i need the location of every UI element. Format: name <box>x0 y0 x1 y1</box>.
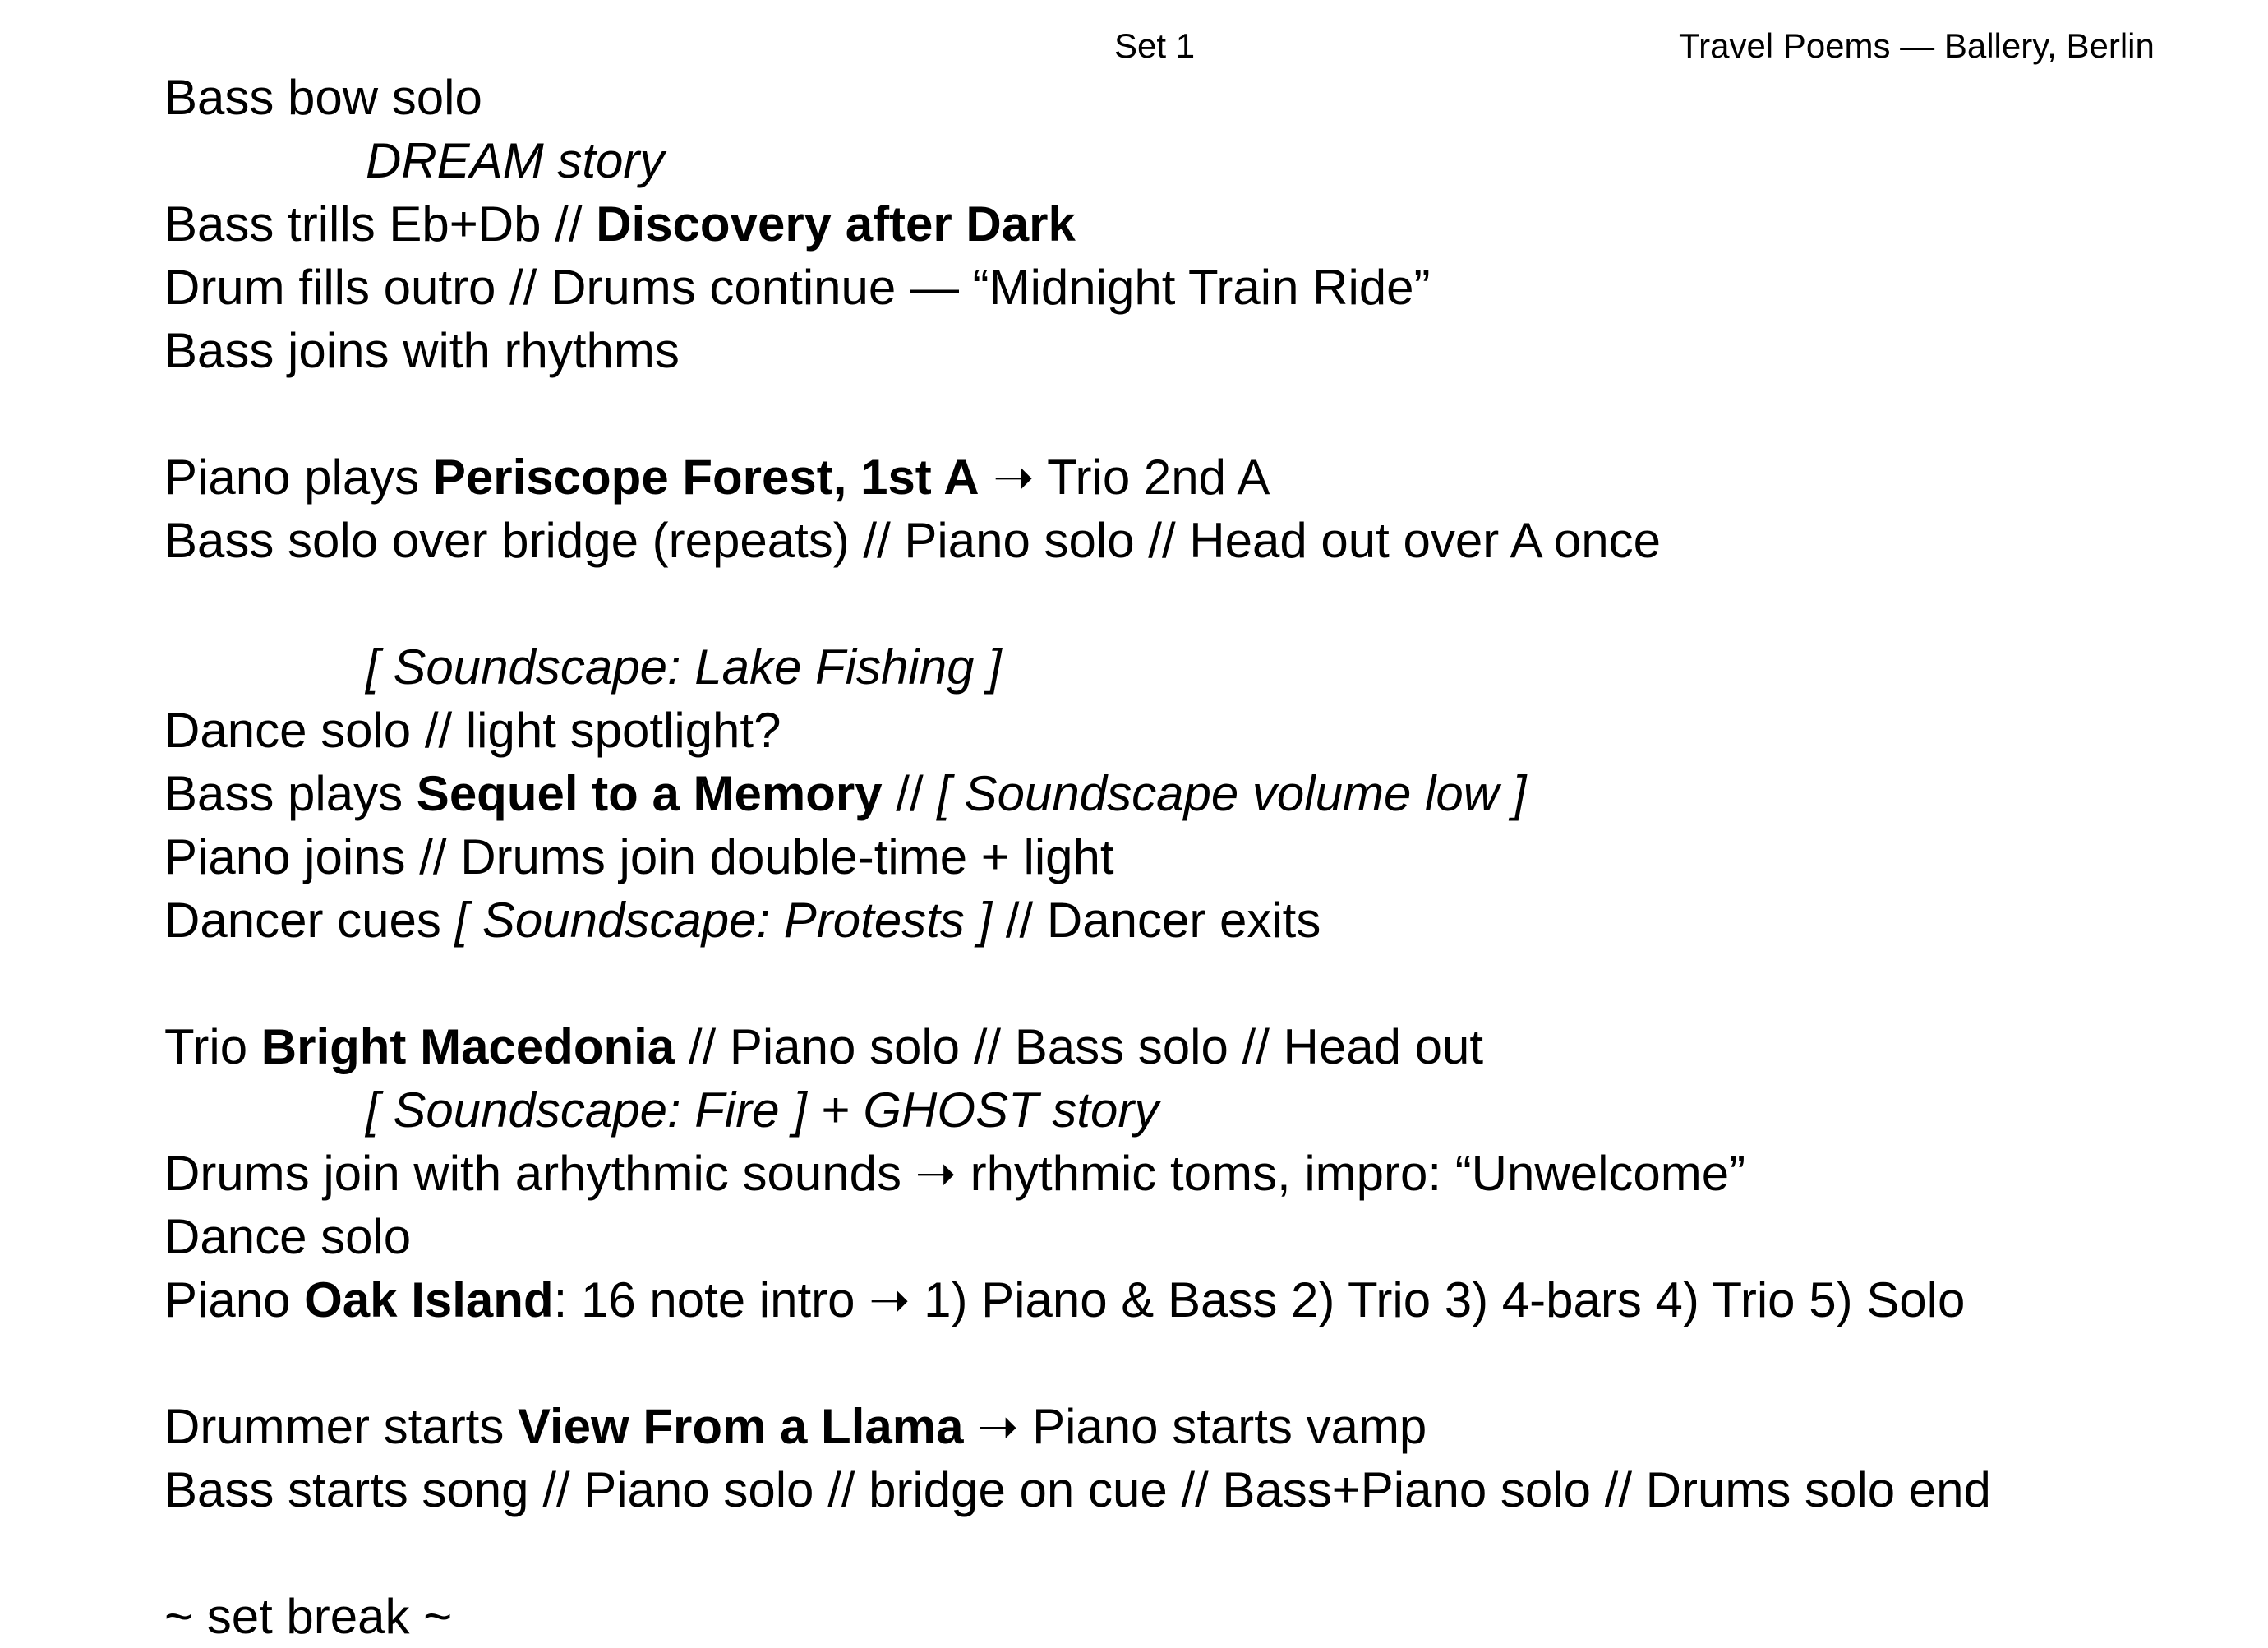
line-text: Bass solo over bridge (repeats) // Piano solo // Head out over A once <box>164 513 1662 568</box>
setlist-line <box>164 1395 2235 1458</box>
setlist-line <box>164 1585 2235 1648</box>
setlist-line <box>164 509 2235 572</box>
line-text: Piano joins // Drums join double-time + light <box>164 829 1114 884</box>
line-text: ➝ Trio 2nd A <box>979 450 1270 505</box>
setlist-line <box>164 445 2235 509</box>
blank-line <box>164 1521 2235 1585</box>
show-title: Travel Poems — Ballery, Berlin <box>1679 26 2155 65</box>
line-text: Drum fills outro // Drums continue — “Midnight Train Ride” <box>164 260 1431 315</box>
set-label: Set 1 <box>1114 26 1196 65</box>
setlist-line <box>164 1015 2235 1078</box>
setlist-line <box>164 1205 2235 1268</box>
setlist-line <box>164 1142 2235 1205</box>
line-text: Drums join with arhythmic sounds ➝ rhythmic toms, impro: “Unwelcome” <box>164 1146 1746 1201</box>
cue-note: DREAM story <box>366 133 665 188</box>
song-title: View From a Llama <box>518 1399 964 1454</box>
line-text: Bass bow solo <box>164 70 482 125</box>
cue-note: [ Soundscape volume low ] <box>937 766 1527 821</box>
setlist-line <box>164 699 2235 762</box>
setlist-line <box>164 66 2235 129</box>
blank-line <box>164 382 2235 445</box>
setlist-line <box>164 1078 2235 1142</box>
line-text: Piano plays <box>164 450 433 505</box>
song-title: Discovery after Dark <box>596 196 1076 252</box>
song-title: Sequel to a Memory <box>416 766 883 821</box>
line-text: Bass plays <box>164 766 417 821</box>
setlist-line <box>164 256 2235 319</box>
line-text: // Dancer exits <box>992 893 1321 948</box>
setlist-line <box>164 762 2235 825</box>
setlist-body <box>164 66 2235 1648</box>
blank-line <box>164 1332 2235 1395</box>
line-text: Piano <box>164 1272 305 1327</box>
cue-note: [ Soundscape: Fire ] + GHOST story <box>366 1083 1159 1138</box>
line-text: Drummer starts <box>164 1399 519 1454</box>
song-title: Oak Island <box>304 1272 554 1327</box>
setlist-line <box>164 825 2235 889</box>
line-text: // Piano solo // Bass solo // Head out <box>675 1019 1484 1074</box>
cue-note: [ Soundscape: Lake Fishing ] <box>366 639 1002 695</box>
setlist-line <box>164 635 2235 699</box>
blank-line <box>164 952 2235 1015</box>
setlist-line <box>164 129 2235 192</box>
line-text: Trio <box>164 1019 261 1074</box>
setlist-line <box>164 319 2235 382</box>
cue-note: [ Soundscape: Protests ] <box>454 893 993 948</box>
line-text: Bass trills Eb+Db // <box>164 196 597 252</box>
line-text: : 16 note intro ➝ 1) Piano & Bass 2) Trio 3) 4-bars 4) Trio 5) Solo <box>553 1272 1966 1327</box>
setlist-line <box>164 192 2235 256</box>
line-text: Dance solo // light spotlight? <box>164 703 781 758</box>
line-text: ➝ Piano starts vamp <box>963 1399 1427 1454</box>
line-text: ~ set break ~ <box>164 1589 453 1644</box>
setlist-line <box>164 1458 2235 1521</box>
blank-line <box>164 572 2235 635</box>
line-text: Dance solo <box>164 1209 412 1264</box>
line-text: Dancer cues <box>164 893 455 948</box>
song-title: Periscope Forest, 1st A <box>432 450 980 505</box>
line-text: Bass starts song // Piano solo // bridge on cue // Bass+Piano solo // Drums solo end <box>164 1462 1991 1517</box>
line-text: // <box>882 766 938 821</box>
song-title: Bright Macedonia <box>260 1019 675 1074</box>
setlist-line <box>164 1268 2235 1332</box>
setlist-line <box>164 889 2235 952</box>
line-text: Bass joins with rhythms <box>164 323 680 378</box>
